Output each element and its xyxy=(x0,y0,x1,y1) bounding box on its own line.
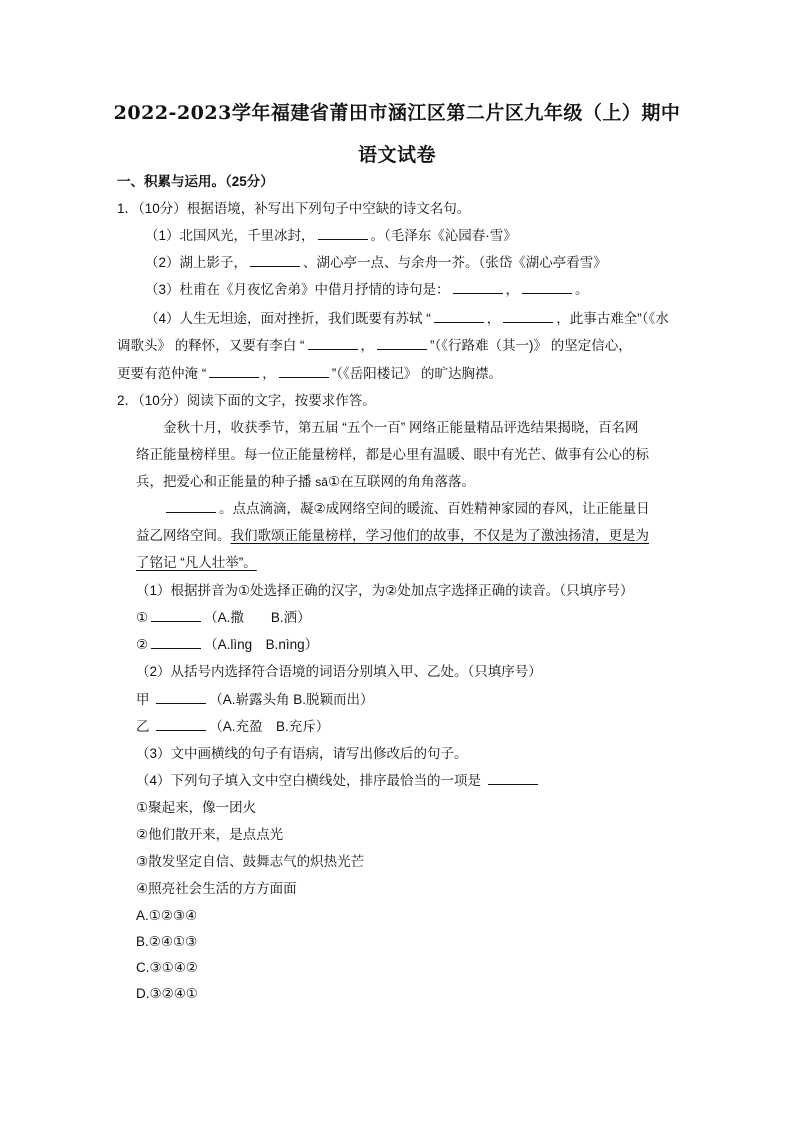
option-text: （A.充盈 B.充斥） xyxy=(209,719,330,734)
q1-item1 xyxy=(145,226,517,246)
passage-line xyxy=(136,553,257,573)
q1-item4-l3-text-a: 更要有范仲淹 “ xyxy=(117,366,207,381)
answer-blank[interactable] xyxy=(522,280,572,294)
answer-blank[interactable] xyxy=(250,253,300,267)
q1-item4-l2-text-b: ， xyxy=(360,338,374,353)
passage-text: 在互联网的角角落落。 xyxy=(340,474,476,489)
answer-blank[interactable] xyxy=(434,309,484,323)
passage-line xyxy=(136,472,475,492)
q1-item4-text-c: ，此事古难全”（《水 xyxy=(556,311,669,326)
underlined-sentence: 我们歌颂正能量榜样，学习他们的故事，不仅是为了激浊扬清，更是为 xyxy=(230,528,649,543)
answer-blank[interactable] xyxy=(151,635,201,649)
page-title: 2022-2023学年福建省莆田市涵江区第二片区九年级（上）期中 xyxy=(113,102,681,124)
q1-item4-line3 xyxy=(117,364,502,384)
q1-item1-text-b: 。（毛泽东《沁园春·雪》 xyxy=(370,228,517,243)
q1-item2-text-b: 、湖心亭一点、与余舟一芥。（张岱《湖心亭看雪》 xyxy=(303,255,607,270)
q1-item4-line2 xyxy=(117,336,632,356)
q1-item3-text-b: ， xyxy=(505,282,520,297)
answer-blank[interactable] xyxy=(308,336,358,350)
q1-stem: 1．（10分）根据语境，补写出下列句子中空缺的诗文名句。 xyxy=(117,201,471,216)
passage-line: 金秋十月，收获季节，第五届 “五个一百” 网络正能量精品评选结果揭晓，百名网 xyxy=(163,420,639,435)
sentence-item: ③散发坚定自信、鼓舞志气的炽热光芒 xyxy=(136,854,365,869)
q1-item3 xyxy=(145,280,589,300)
answer-blank[interactable] xyxy=(377,336,427,350)
passage-text: 益乙网络空间。 xyxy=(136,528,231,543)
answer-blank[interactable] xyxy=(209,364,259,378)
q1-item4-l3-text-c: ”（《岳阳楼记》 的旷达胸襟。 xyxy=(331,366,502,381)
passage-line xyxy=(136,526,649,546)
q2-sub1: （1）根据拼音为①处选择正确的汉字，为②处加点字选择正确的读音。（只填序号） xyxy=(136,583,634,598)
option-text: （A.崭露头角 B.脱颖而出） xyxy=(209,692,374,707)
answer-blank[interactable] xyxy=(453,280,503,294)
blank-marker-1: ① xyxy=(327,474,341,489)
sentence-item: ①聚起来，像一团火 xyxy=(136,800,257,815)
q2-stem: 2．（10分）阅读下面的文字，按要求作答。 xyxy=(117,393,376,408)
q1-item4-text-b: ， xyxy=(486,311,501,326)
option-text: （A.撒 B.洒） xyxy=(204,610,311,625)
q2-sub4 xyxy=(136,771,541,791)
q1-item4-l2-text-c: ”（《行路难（其一)》 的坚定信心， xyxy=(430,338,632,353)
answer-blank[interactable] xyxy=(156,717,206,731)
q1-item3-text-a: （3）杜甫在《月夜忆舍弟》中借月抒情的诗句是： xyxy=(145,282,450,297)
sentence-item: ④照亮社会生活的方方面面 xyxy=(136,881,297,896)
q2-sub3: （3）文中画横线的句子有语病，请写出修改后的句子。 xyxy=(136,746,468,761)
q1-item2-text-a: （2）湖上影子， xyxy=(145,255,248,270)
q2-sub2-option2 xyxy=(136,717,329,737)
answer-blank[interactable] xyxy=(156,690,206,704)
option-label: ① xyxy=(136,610,149,625)
passage-blank[interactable] xyxy=(166,499,216,513)
passage-line xyxy=(163,499,650,519)
option-label: 甲 xyxy=(136,692,150,707)
answer-blank[interactable] xyxy=(488,771,538,785)
section-heading: 一、积累与运用。（25分） xyxy=(117,174,274,189)
q2-sub4-text: （4）下列句子填入文中空白横线处，排序最恰当的一项是 xyxy=(136,773,482,788)
choice-b[interactable]: B.②④①③ xyxy=(136,934,198,949)
passage-text: 。点点滴滴，凝 xyxy=(219,501,314,516)
choice-a[interactable]: A.①②③④ xyxy=(136,908,198,923)
passage-text: 兵，把爱心和正能量的种子播 xyxy=(136,474,312,489)
q2-sub1-option2 xyxy=(136,635,318,655)
q1-item2 xyxy=(145,253,607,273)
q2-sub2: （2）从括号内选择符合语境的词语分别填入甲、乙处。（只填序号） xyxy=(136,664,542,679)
q1-item4-l3-text-b: ， xyxy=(262,366,276,381)
q2-sub2-option1 xyxy=(136,690,374,710)
underlined-sentence: 了铭记 “凡人壮举”。 xyxy=(136,555,257,570)
page-subtitle: 语文试卷 xyxy=(357,144,436,166)
passage-text: 成网络空间的暖流、百姓精神家园的春风，让正能量日 xyxy=(325,501,650,516)
sentence-item: ②他们散开来，是点点光 xyxy=(136,827,284,842)
answer-blank[interactable] xyxy=(279,364,329,378)
q1-item4-line1 xyxy=(145,309,669,329)
q2-sub1-option1 xyxy=(136,608,311,628)
pinyin-annotation: sǎ xyxy=(315,475,328,489)
answer-blank[interactable] xyxy=(318,226,368,240)
option-label: 乙 xyxy=(136,719,150,734)
q1-item4-text-a: （4）人生无坦途，面对挫折，我们既要有苏轼 “ xyxy=(145,311,431,326)
q1-item1-text-a: （1）北国风光，千里冰封， xyxy=(145,228,315,243)
answer-blank[interactable] xyxy=(503,309,553,323)
option-label: ② xyxy=(136,637,149,652)
q1-item4-l2-text-a: 调歌头》 的释怀，又要有李白 “ xyxy=(117,338,305,353)
q1-item3-text-c: 。 xyxy=(575,282,589,297)
blank-marker-2: ② xyxy=(313,501,326,516)
option-text: （A.lìng B.nìng） xyxy=(204,637,319,652)
passage-line: 络正能量榜样里。每一位正能量榜样，都是心里有温暖、眼中有光芒、做事有公心的标 xyxy=(136,447,649,462)
choice-d[interactable]: D.③②④① xyxy=(136,986,198,1001)
choice-c[interactable]: C.③①④② xyxy=(136,960,198,975)
answer-blank[interactable] xyxy=(151,608,201,622)
